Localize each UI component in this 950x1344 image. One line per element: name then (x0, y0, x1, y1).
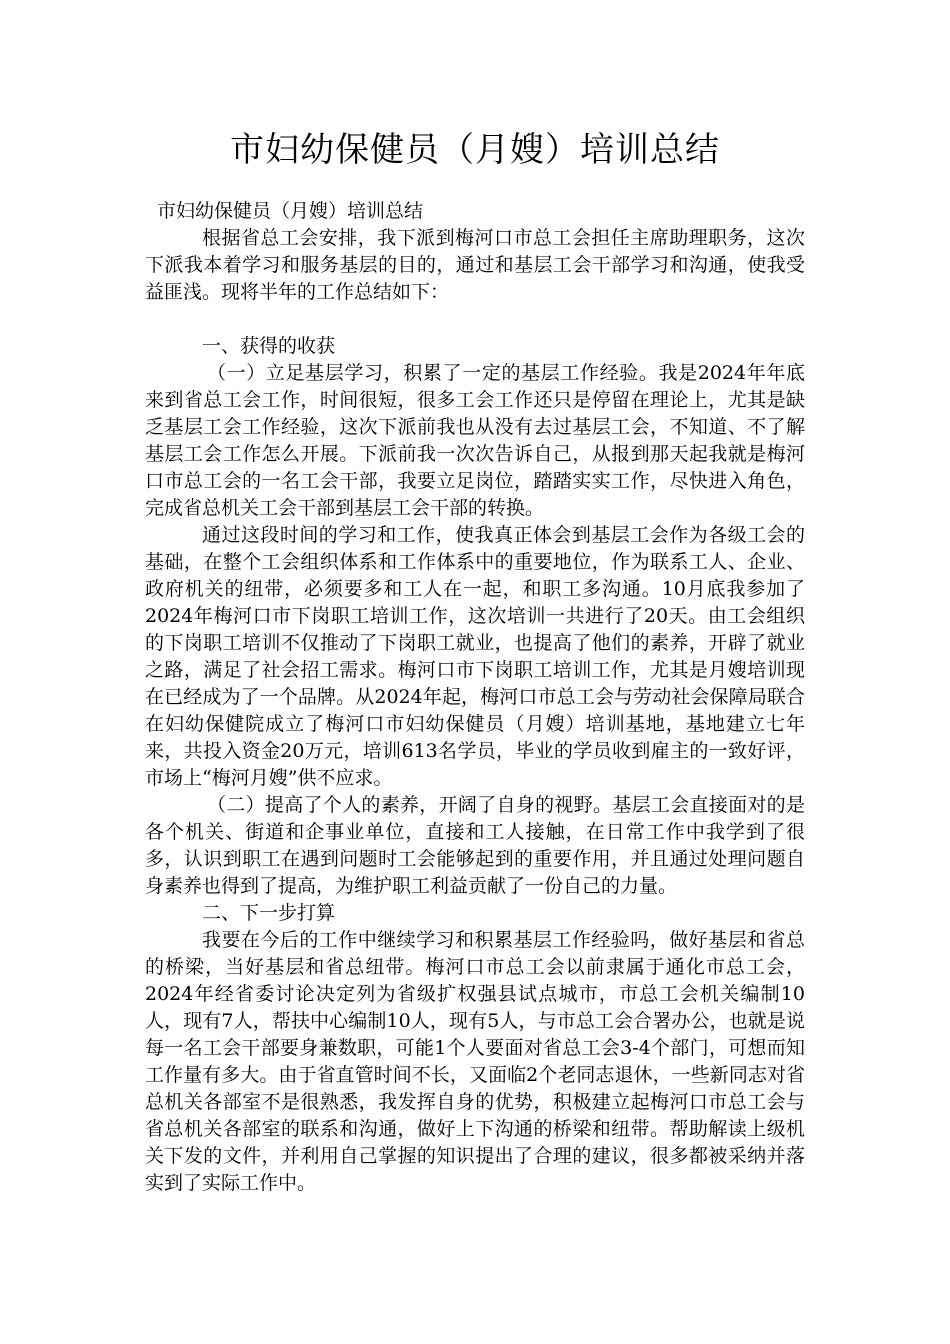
paragraph-item-1: （一）立足基层学习，积累了一定的基层工作经验。我是2024年年底来到省总工会工作，时间很短，很多工会工作还只是停留在理论上，尤其是缺乏基层工会工作经验，这次下派前我也从没有去过基层工会，不知道、不了解基层工会工作怎么开展。下派前我一次次告诉自己，从报到那天起我就是梅河口市总工会的一名工会干部，我要立足岗位，踏踏实实工作，尽快进入角色，完成省总机关工会干部到基层工会干部的转换。 (145, 362, 805, 519)
paragraph-item-2: （二）提高了个人的素养，开阔了自身的视野。基层工会直接面对的是各个机关、街道和企事业单位，直接和工人接触，在日常工作中我学到了很多，认识到职工在遇到问题时工会能够起到的重要作用，并且通过处理问题自身素养也得到了提高，为维护职工利益贡献了一份自己的力量。 (145, 794, 805, 897)
paragraph-body-1: 通过这段时间的学习和工作，使我真正体会到基层工会作为各级工会的基础，在整个工会组织体系和工作体系中的重要地位，作为联系工人、企业、政府机关的纽带，必须要多和工人在一起，和职工多沟通。10月底我参加了2024年梅河口市下岗职工培训工作，这次培训一共进行了20天。由工会组织的下岗职工培训不仅推动了下岗职工就业，也提高了他们的素养，开辟了就业之路，满足了社会招工需求。梅河口市下岗职工培训工作，尤其是月嫂培训现在已经成为了一个品牌。从2024年起，梅河口市总工会与劳动社会保障局联合在妇幼保健院成立了梅河口市妇幼保健员（月嫂）培训基地，基地建立七年来，共投入资金20万元，培训613名学员，毕业的学员收到雇主的一致好评，市场上“梅河月嫂”供不应求。 (145, 524, 805, 789)
document-title: 市妇幼保健员（月嫂）培训总结 (230, 130, 720, 170)
section-heading-2: 二、下一步打算 (202, 902, 336, 924)
document-body (145, 198, 805, 1197)
paragraph-intro: 根据省总工会安排，我下派到梅河口市总工会担任主席助理职务，这次下派我本着学习和服务基层的目的，通过和基层工会干部学习和沟通，使我受益匪浅。现将半年的工作总结如下： (145, 227, 805, 303)
document-subtitle: 市妇幼保健员（月嫂）培训总结 (157, 200, 424, 222)
paragraph-body-2: 我要在今后的工作中继续学习和积累基层工作经验吗，做好基层和省总的桥梁，当好基层和省总纽带。梅河口市总工会以前隶属于通化市总工会，2024年经省委讨论决定列为省级扩权强县试点城市，市总工会机关编制10人，现有7人，帮扶中心编制10人，现有5人，与市总工会合署办公，也就是说每一名工会干部要身兼数职，可能1个人要面对省总工会3-4个部门，可想而知工作量有多大。由于省直管时间不长，又面临2个老同志退休，一些新同志对省总机关各部室不是很熟悉，我发挥自身的优势，积极建立起梅河口市总工会与省总机关各部室的联系和沟通，做好上下沟通的桥梁和纽带。帮助解读上级机关下发的文件，并利用自己掌握的知识提出了合理的建议，很多都被采纳并落实到了实际工作中。 (145, 929, 805, 1194)
section-heading-1: 一、获得的收获 (202, 335, 336, 357)
paragraph-gap (145, 306, 805, 333)
